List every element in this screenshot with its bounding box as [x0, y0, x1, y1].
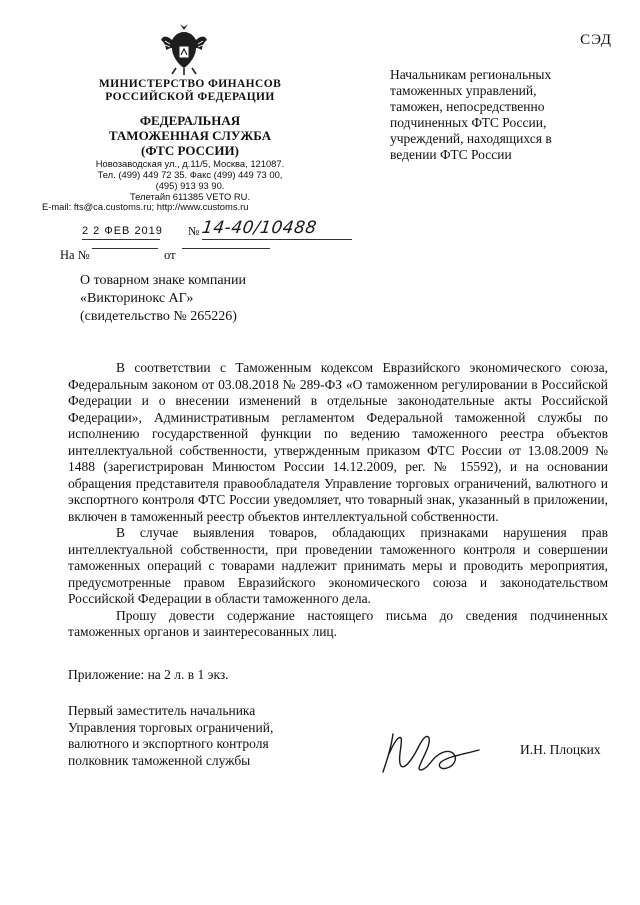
registration-row [82, 218, 352, 244]
ministry-name [60, 78, 320, 104]
recipient-line: таможен, непосредственно [390, 99, 545, 114]
date-underline [82, 239, 160, 240]
service-line: ТАМОЖЕННАЯ СЛУЖБА [108, 128, 272, 143]
recipient-line: таможенных управлений, [390, 83, 537, 98]
service-line: ФЕДЕРАЛЬНАЯ [139, 113, 241, 128]
subject-line: (свидетельство № 265226) [80, 309, 237, 324]
handwritten-signature [375, 720, 485, 780]
reference-date-label: от [164, 248, 176, 262]
email-line: E-mail: fts@ca.customs.ru; http://www.customs.ru [42, 201, 249, 212]
body-paragraph: Прошу довести содержание настоящего письма до сведения подчиненных таможенных органов и заинтересованных лиц. [68, 607, 608, 639]
position-line: полковник таможенной службы [68, 752, 251, 768]
ministry-line: МИНИСТЕРСТВО ФИНАНСОВ [98, 78, 282, 90]
phone-line: Тел. (499) 449 72 35. Факс (499) 449 73 00, [97, 169, 283, 180]
position-line: Управления торговых ограничений, [68, 719, 274, 735]
phone-line: (495) 913 93 90. [155, 180, 225, 191]
document-corner-mark: СЭД [580, 32, 612, 48]
reference-number-blank [92, 248, 158, 249]
signer-position [68, 703, 348, 769]
body-paragraph: В случае выявления товаров, обладающих признаками нарушения прав интеллектуальной собственности, при проведении таможенного контроля и совершении таможенных операций с товарами надлежит принимать меры и проводить мероприятия, предусмотренные правом Евразийского экономического союза и законодательством Российской Федерации в области таможенного дела. [68, 525, 608, 606]
registration-date-stamp: 2 2 ФЕВ 2019 [82, 225, 163, 237]
attachment-note: Приложение: на 2 л. в 1 экз. [68, 667, 229, 682]
subject-line: «Викторинокс АГ» [80, 291, 194, 306]
registration-number-handwritten: 14-40/10488 [200, 218, 319, 238]
body-paragraph: В соответствии с Таможенным кодексом Евразийского экономического союза, Федеральным законом от 03.08.2018 № 289-ФЗ «О таможенном регулировании в Российской Федерации и о внесении изменений в отдельные законодательные акты Российской Федерации», Административным регламентом Федеральной таможенной службы по исполнению государственной функции по ведению таможенного реестра объектов интеллектуальной собственности, утвержденным приказом ФТС России от 13.08.2009 № 1488 (зарегистрирован Минюстом России 14.12.2009, рег. № 15592), и на основании обращения представителя правообладателя Управление торговых ограничений, валютного и экспортного контроля ФТС России уведомляет, что товарный знак, указанный в приложении, включен в таможенный реестр объектов интеллектуальной собственности. [68, 360, 608, 524]
service-name [60, 113, 320, 158]
subject-line: О товарном знаке компании [80, 273, 247, 288]
letter-body [68, 360, 608, 641]
address-line: Новозаводская ул., д.11/5, Москва, 121087. [95, 158, 285, 169]
teletype-line: Телетайп 611385 VETO RU. [129, 191, 251, 202]
ministry-line: РОССИЙСКОЙ ФЕДЕРАЦИИ [105, 91, 275, 103]
letter-subject [80, 272, 380, 326]
registration-number-label: № [188, 224, 200, 238]
recipient-line: учреждений, находящихся в [390, 131, 552, 146]
reference-row [60, 248, 330, 266]
recipient-line: ведении ФТС России [390, 147, 512, 162]
recipient-line: подчиненных ФТС России, [390, 115, 547, 130]
position-line: валютного и экспортного контроля [68, 736, 269, 751]
recipient-line: Начальникам региональных [390, 67, 552, 82]
contact-block [60, 158, 320, 202]
recipient-block [390, 67, 610, 163]
reference-number-label: На № [60, 248, 90, 262]
service-line: (ФТС РОССИИ) [141, 143, 239, 158]
number-underline [202, 239, 352, 240]
reference-date-blank [182, 248, 270, 249]
coat-of-arms-emblem [160, 22, 208, 76]
signer-name: И.Н. Плоцких [520, 742, 601, 757]
position-line: Первый заместитель начальника [68, 703, 256, 718]
